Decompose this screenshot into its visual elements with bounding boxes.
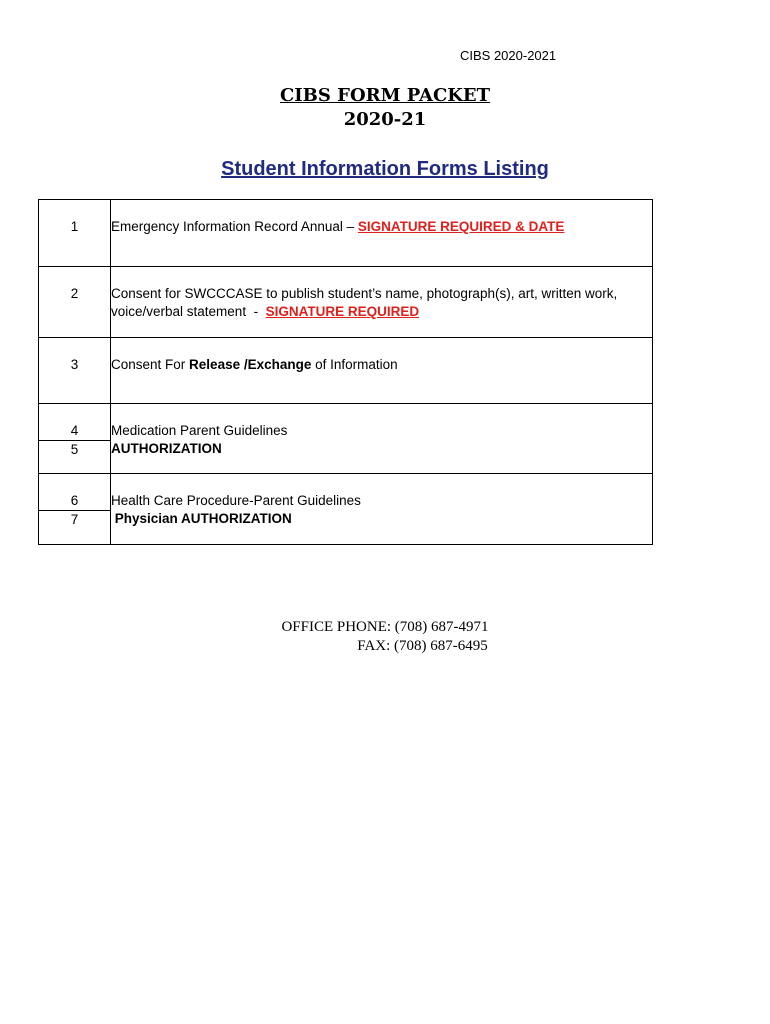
form-description-line xyxy=(111,440,652,458)
form-number-cell xyxy=(39,474,111,545)
form-description-line xyxy=(111,510,652,528)
form-description-cell xyxy=(111,267,653,338)
form-description-text: Consent For xyxy=(111,357,190,372)
form-description-line xyxy=(111,303,652,321)
form-description-text: Consent for SWCCCASE to publish student’s name, photograph(s), art, written work, xyxy=(111,286,618,301)
form-description-cell xyxy=(111,404,653,474)
signature-required-notice: SIGNATURE REQUIRED & DATE xyxy=(357,219,565,234)
form-row xyxy=(39,404,653,474)
form-description-line xyxy=(111,492,652,510)
office-phone: OFFICE PHONE: (708) 687-4971 xyxy=(281,619,489,635)
listing-title: Student Information Forms Listing xyxy=(221,158,549,180)
forms-table-body xyxy=(39,200,653,545)
form-description-text: Release /Exchange xyxy=(189,357,312,372)
form-description-text: Emergency Information Record Annual – xyxy=(111,219,358,234)
form-number: 1 xyxy=(70,219,79,234)
form-description-text: Health Care Procedure-Parent Guidelines xyxy=(111,493,361,508)
office-contact xyxy=(0,618,770,656)
form-row xyxy=(39,338,653,404)
form-description-text: AUTHORIZATION xyxy=(111,441,222,456)
office-fax: FAX: (708) 687-6495 xyxy=(357,638,488,654)
form-description-text: voice/verbal statement - xyxy=(111,304,266,319)
form-description-line xyxy=(111,356,652,374)
document-code: CIBS 2020-2021 xyxy=(460,48,557,63)
form-number: 2 xyxy=(70,286,79,301)
form-number-cell xyxy=(39,404,111,474)
packet-title xyxy=(0,84,770,132)
form-row xyxy=(39,200,653,267)
form-number: 4 xyxy=(39,422,110,441)
form-description-line xyxy=(111,218,652,236)
form-number: 3 xyxy=(70,357,79,372)
form-number-cell xyxy=(39,200,111,267)
form-description-text: Medication Parent Guidelines xyxy=(111,423,288,438)
form-row xyxy=(39,267,653,338)
form-description-line xyxy=(111,422,652,440)
packet-title-line1: CIBS FORM PACKET xyxy=(279,85,491,106)
form-description-text: of Information xyxy=(311,357,398,372)
form-description-cell xyxy=(111,338,653,404)
form-description-text: Physician AUTHORIZATION xyxy=(111,511,292,526)
form-description-cell xyxy=(111,200,653,267)
form-description-cell xyxy=(111,474,653,545)
forms-table xyxy=(38,199,653,545)
form-description-line xyxy=(111,285,652,303)
form-row xyxy=(39,474,653,545)
form-number: 5 xyxy=(70,442,79,457)
form-number-cell xyxy=(39,338,111,404)
signature-required-notice: SIGNATURE REQUIRED xyxy=(265,304,420,319)
packet-title-line2: 2020-21 xyxy=(343,109,427,130)
form-number-cell xyxy=(39,267,111,338)
form-number: 6 xyxy=(39,492,110,511)
form-number: 7 xyxy=(70,512,79,527)
